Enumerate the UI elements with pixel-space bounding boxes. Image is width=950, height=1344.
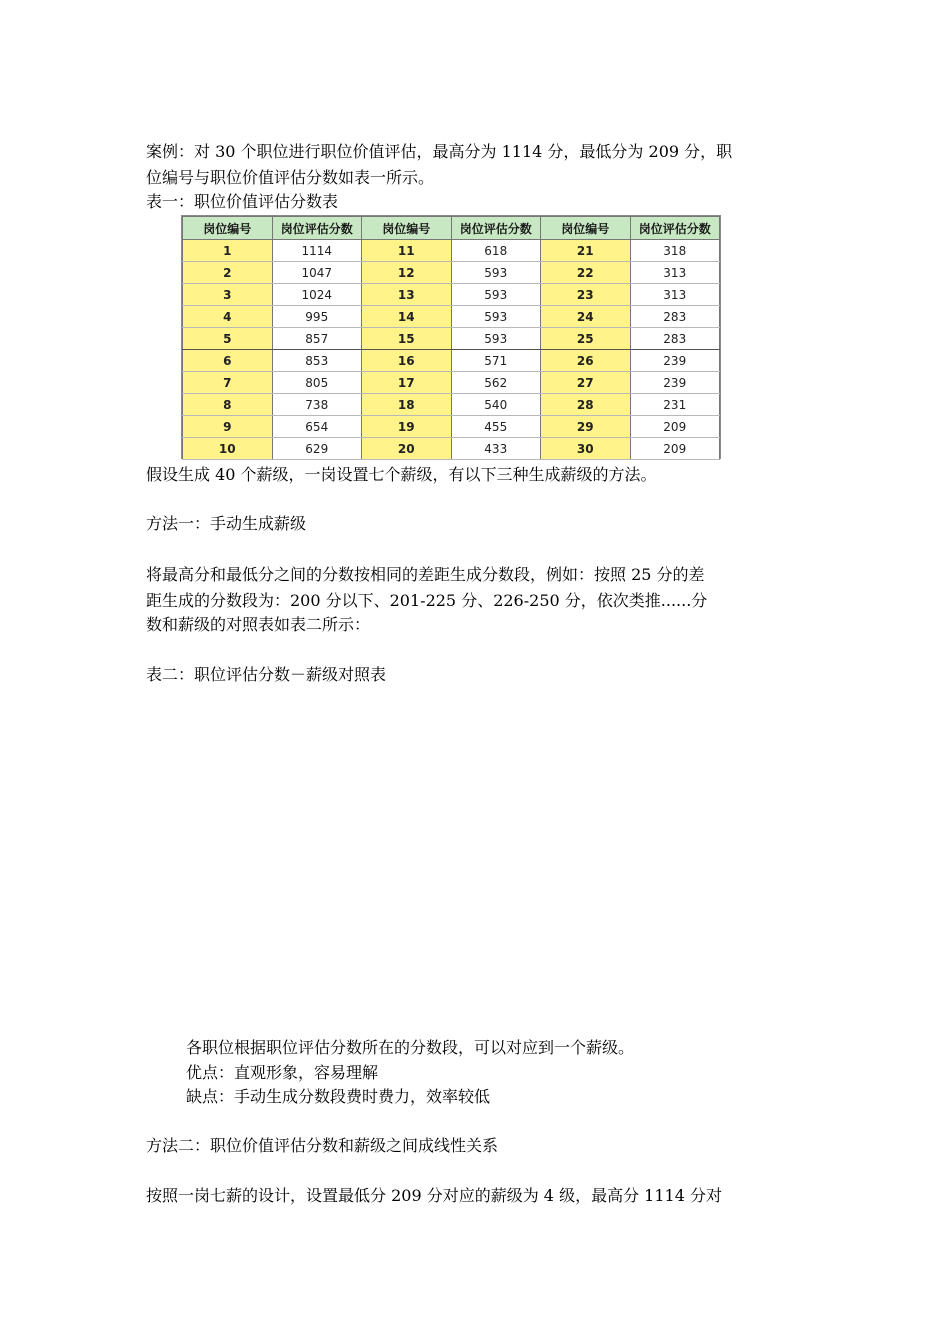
column-header: 岗位编号 [183, 217, 273, 240]
method-1-text-line-1: 将最高分和最低分之间的分数按相同的差距生成分数段，例如：按照 25 分的差 [146, 565, 705, 584]
table-row [183, 262, 720, 284]
position-id-cell: 8 [183, 394, 273, 416]
table-row [183, 438, 720, 460]
position-id-cell: 20 [362, 438, 452, 460]
position-id-cell: 3 [183, 284, 273, 306]
score-cell: 209 [630, 416, 720, 438]
score-cell: 1024 [272, 284, 362, 306]
column-header: 岗位编号 [362, 217, 452, 240]
score-cell: 593 [451, 328, 541, 350]
table-row [183, 394, 720, 416]
score-cell: 433 [451, 438, 541, 460]
score-cell: 593 [451, 262, 541, 284]
score-cell: 313 [630, 262, 720, 284]
position-id-cell: 14 [362, 306, 452, 328]
table-1-caption: 表一：职位价值评估分数表 [146, 192, 339, 211]
score-cell: 318 [630, 240, 720, 262]
position-id-cell: 5 [183, 328, 273, 350]
score-cell: 1047 [272, 262, 362, 284]
position-id-cell: 12 [362, 262, 452, 284]
position-id-cell: 30 [541, 438, 631, 460]
score-cell: 805 [272, 372, 362, 394]
position-id-cell: 29 [541, 416, 631, 438]
score-cell: 654 [272, 416, 362, 438]
method-1-text-line-2: 距生成的分数段为：200 分以下、201-225 分、226-250 分，依次类推......分 [146, 591, 708, 610]
score-cell: 209 [630, 438, 720, 460]
position-id-cell: 21 [541, 240, 631, 262]
score-cell: 629 [272, 438, 362, 460]
paragraph-case-line-2: 位编号与职位价值评估分数如表一所示。 [146, 168, 435, 187]
table-2-caption: 表二：职位评估分数－薪级对照表 [146, 665, 387, 684]
score-cell: 853 [272, 350, 362, 372]
position-id-cell: 6 [183, 350, 273, 372]
score-table-grid [182, 216, 720, 460]
score-cell: 995 [272, 306, 362, 328]
score-cell: 593 [451, 306, 541, 328]
score-cell: 239 [630, 350, 720, 372]
method-2-text-line-1: 按照一岗七薪的设计，设置最低分 209 分对应的薪级为 4 级，最高分 1114 分对 [146, 1186, 722, 1205]
score-cell: 571 [451, 350, 541, 372]
position-id-cell: 7 [183, 372, 273, 394]
column-header: 岗位评估分数 [451, 217, 541, 240]
paragraph-case-line-1: 案例：对 30 个职位进行职位价值评估，最高分为 1114 分，最低分为 209 分，职 [146, 142, 733, 161]
position-id-cell: 4 [183, 306, 273, 328]
pros-line: 优点：直观形象，容易理解 [186, 1063, 379, 1082]
position-id-cell: 28 [541, 394, 631, 416]
position-id-cell: 11 [362, 240, 452, 262]
position-id-cell: 15 [362, 328, 452, 350]
score-table [181, 215, 721, 459]
position-id-cell: 25 [541, 328, 631, 350]
position-id-cell: 23 [541, 284, 631, 306]
score-cell: 618 [451, 240, 541, 262]
method-2-heading: 方法二：职位价值评估分数和薪级之间成线性关系 [146, 1136, 499, 1155]
column-header: 岗位编号 [541, 217, 631, 240]
position-id-cell: 17 [362, 372, 452, 394]
cons-line: 缺点：手动生成分数段费时费力，效率较低 [186, 1087, 491, 1106]
score-cell: 283 [630, 306, 720, 328]
score-cell: 540 [451, 394, 541, 416]
score-cell: 738 [272, 394, 362, 416]
table-row [183, 372, 720, 394]
position-id-cell: 16 [362, 350, 452, 372]
assumption-line: 假设生成 40 个薪级，一岗设置七个薪级，有以下三种生成薪级的方法。 [146, 465, 657, 484]
method-1-heading: 方法一：手动生成薪级 [146, 514, 307, 533]
position-id-cell: 10 [183, 438, 273, 460]
table-row [183, 240, 720, 262]
table-row [183, 350, 720, 372]
position-id-cell: 1 [183, 240, 273, 262]
score-cell: 593 [451, 284, 541, 306]
position-id-cell: 9 [183, 416, 273, 438]
score-cell: 455 [451, 416, 541, 438]
position-id-cell: 27 [541, 372, 631, 394]
position-id-cell: 2 [183, 262, 273, 284]
column-header: 岗位评估分数 [630, 217, 720, 240]
table-row [183, 306, 720, 328]
score-cell: 1114 [272, 240, 362, 262]
position-id-cell: 26 [541, 350, 631, 372]
score-cell: 313 [630, 284, 720, 306]
score-cell: 239 [630, 372, 720, 394]
score-cell: 283 [630, 328, 720, 350]
position-id-cell: 13 [362, 284, 452, 306]
score-cell: 562 [451, 372, 541, 394]
position-id-cell: 19 [362, 416, 452, 438]
position-id-cell: 24 [541, 306, 631, 328]
position-id-cell: 18 [362, 394, 452, 416]
score-cell: 857 [272, 328, 362, 350]
method-1-note-line: 各职位根据职位评估分数所在的分数段，可以对应到一个薪级。 [186, 1038, 635, 1057]
table-row [183, 284, 720, 306]
table-row [183, 416, 720, 438]
score-cell: 231 [630, 394, 720, 416]
position-id-cell: 22 [541, 262, 631, 284]
column-header: 岗位评估分数 [272, 217, 362, 240]
method-1-text-line-3: 数和薪级的对照表如表二所示： [146, 615, 371, 634]
table-header-row [183, 217, 720, 240]
table-row [183, 328, 720, 350]
